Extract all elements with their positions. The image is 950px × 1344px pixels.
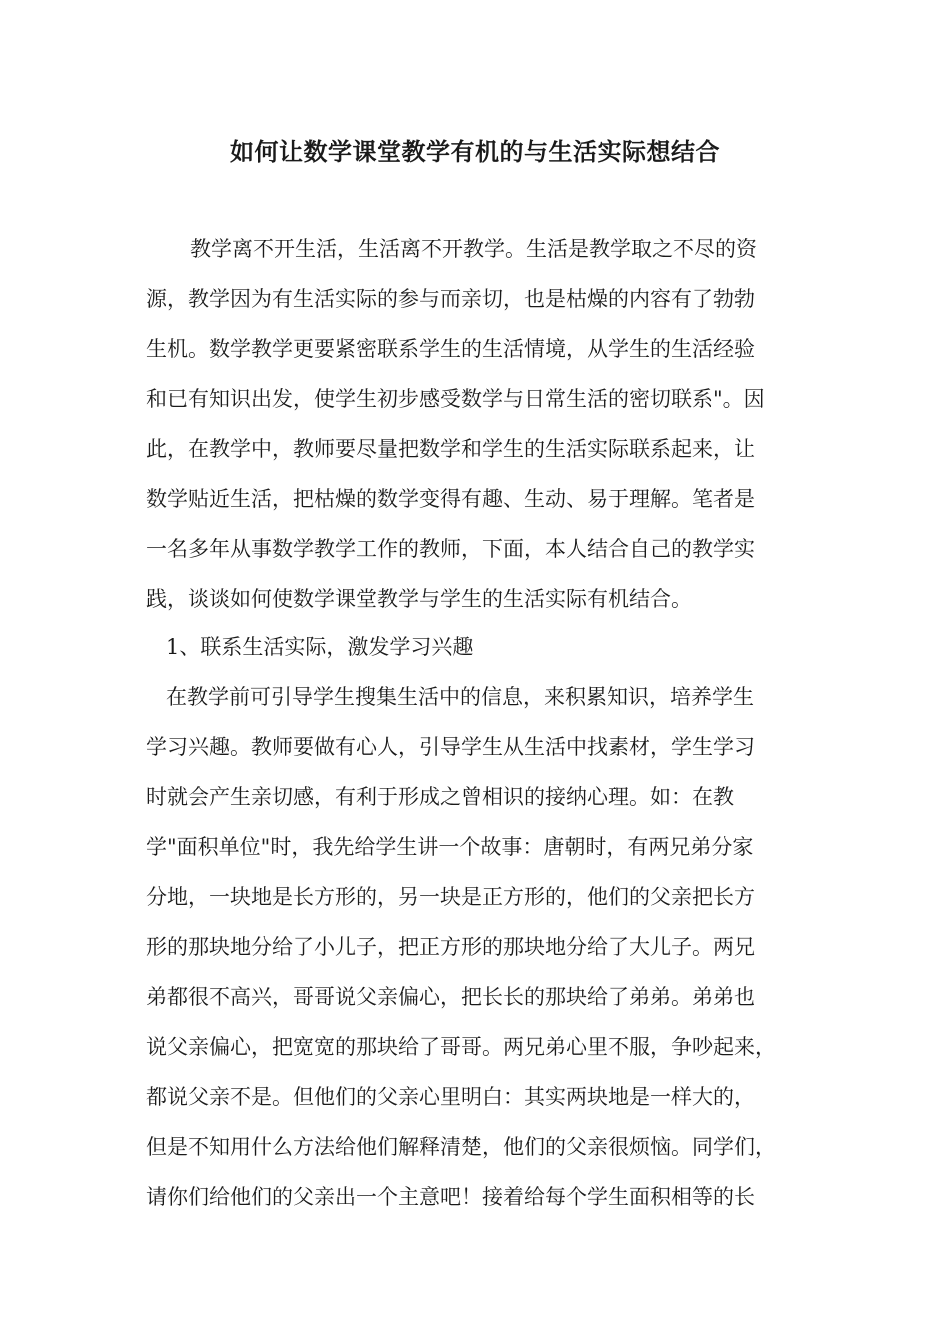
body-line: 生机。数学教学更要紧密联系学生的生活情境，从学生的生活经验 xyxy=(146,337,755,361)
body-line: 形的那块地分给了小儿子，把正方形的那块地分给了大儿子。两兄 xyxy=(146,935,755,959)
body-line: 践，谈谈如何使数学课堂教学与学生的生活实际有机结合。 xyxy=(146,587,692,611)
body-line: 源，教学因为有生活实际的参与而亲切，也是枯燥的内容有了勃勃 xyxy=(146,287,755,311)
body-line: 在教学前可引导学生搜集生活中的信息，来积累知识，培养学生 xyxy=(166,685,754,709)
body-line: 分地，一块地是长方形的，另一块是正方形的，他们的父亲把长方 xyxy=(146,885,755,909)
body-line: 学习兴趣。教师要做有心人，引导学生从生活中找素材，学生学习 xyxy=(146,735,755,759)
body-line: 数学贴近生活，把枯燥的数学变得有趣、生动、易于理解。笔者是 xyxy=(146,487,755,511)
body-line: 此，在教学中，教师要尽量把数学和学生的生活实际联系起来，让 xyxy=(146,437,755,461)
body-line: 一名多年从事数学教学工作的教师，下面，本人结合自己的教学实 xyxy=(146,537,755,561)
body-line: 学"面积单位"时，我先给学生讲一个故事：唐朝时，有两兄弟分家 xyxy=(146,835,754,859)
section-heading: 1、联系生活实际，激发学习兴趣 xyxy=(166,635,474,659)
body-line: 但是不知用什么方法给他们解释清楚，他们的父亲很烦恼。同学们， xyxy=(146,1135,776,1159)
body-line: 教学离不开生活，生活离不开教学。生活是教学取之不尽的资 xyxy=(190,237,757,261)
body-line: 都说父亲不是。但他们的父亲心里明白：其实两块地是一样大的， xyxy=(146,1085,755,1109)
document-title: 如何让数学课堂教学有机的与生活实际想结合 xyxy=(230,138,720,166)
body-line: 说父亲偏心，把宽宽的那块给了哥哥。两兄弟心里不服，争吵起来， xyxy=(146,1035,776,1059)
body-line: 和已有知识出发，使学生初步感受数学与日常生活的密切联系"。因 xyxy=(146,387,765,411)
body-line: 弟都很不高兴，哥哥说父亲偏心，把长长的那块给了弟弟。弟弟也 xyxy=(146,985,755,1009)
body-line: 时就会产生亲切感，有利于形成之曾相识的接纳心理。如：在教 xyxy=(146,785,734,809)
body-line: 请你们给他们的父亲出一个主意吧！接着给每个学生面积相等的长 xyxy=(146,1185,755,1209)
